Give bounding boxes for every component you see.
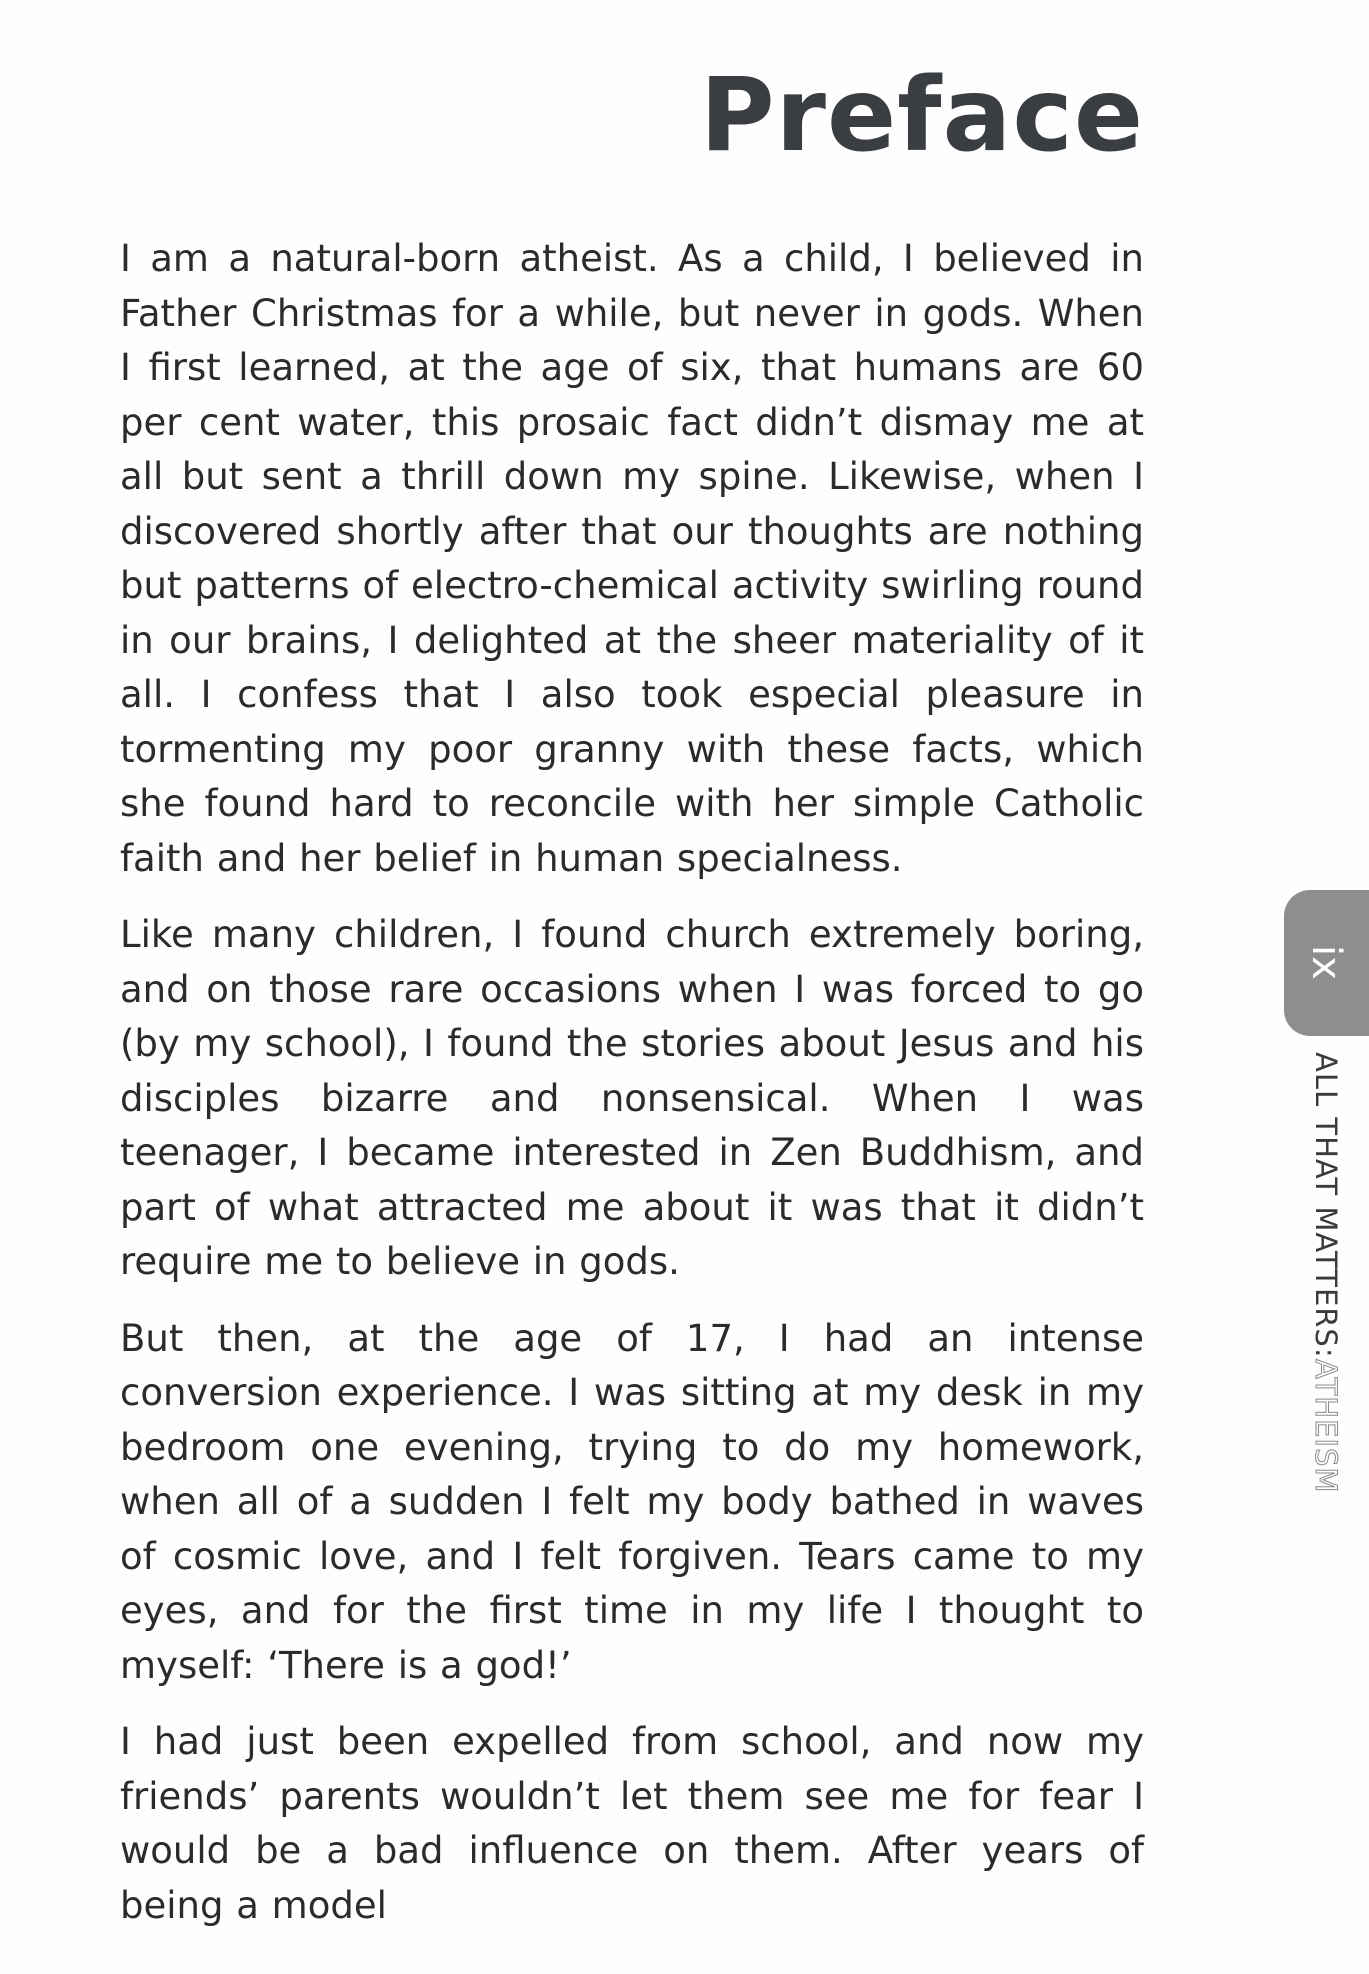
paragraph: I had just been expelled from school, and now my friends’ parents wouldn’t let them see me for fear I would be a bad influence on them. After years of being a model	[120, 1720, 1144, 1927]
page-title: Preface	[699, 56, 1144, 175]
body-text	[120, 232, 1144, 1955]
book-topic: ATHEISM	[1309, 1358, 1343, 1494]
running-head	[1296, 1052, 1356, 1572]
paragraph: Like many children, I found church extremely boring, and on those rare occasions when I was forced to go (by my school), I found the stories about Jesus and his disciples bizarre and nonsensical. When I was teenager, I became interested in Zen Buddhism, and part of what attracted me about it was that it didn’t require me to believe in gods.	[120, 913, 1144, 1283]
paragraph: I am a natural-born atheist. As a child, I believed in Father Christmas for a while, but never in gods. When I first learned, at the age of six, that humans are 60 per cent water, this prosaic fact didn’t dismay me at all but sent a thrill down my spine. Likewise, when I discovered shortly after that our thoughts are nothing but patterns of electro-chemical activity swirling round in our brains, I delighted at the sheer materiality of it all. I confess that I also took especial pleasure in tormenting my poor granny with these facts, which she found hard to reconcile with her simple Catholic faith and her belief in human specialness.	[120, 237, 1144, 880]
paragraph: But then, at the age of 17, I had an intense conversion experience. I was sitting at my desk in my bedroom one evening, trying to do my homework, when all of a sudden I felt my body bathed in waves of cosmic love, and I felt forgiven. Tears came to my eyes, and for the first time in my life I thought to myself: ‘There is a god!’	[120, 1316, 1144, 1687]
page-number: ix	[1303, 944, 1349, 980]
series-title: ALL THAT MATTERS:	[1309, 1052, 1343, 1359]
